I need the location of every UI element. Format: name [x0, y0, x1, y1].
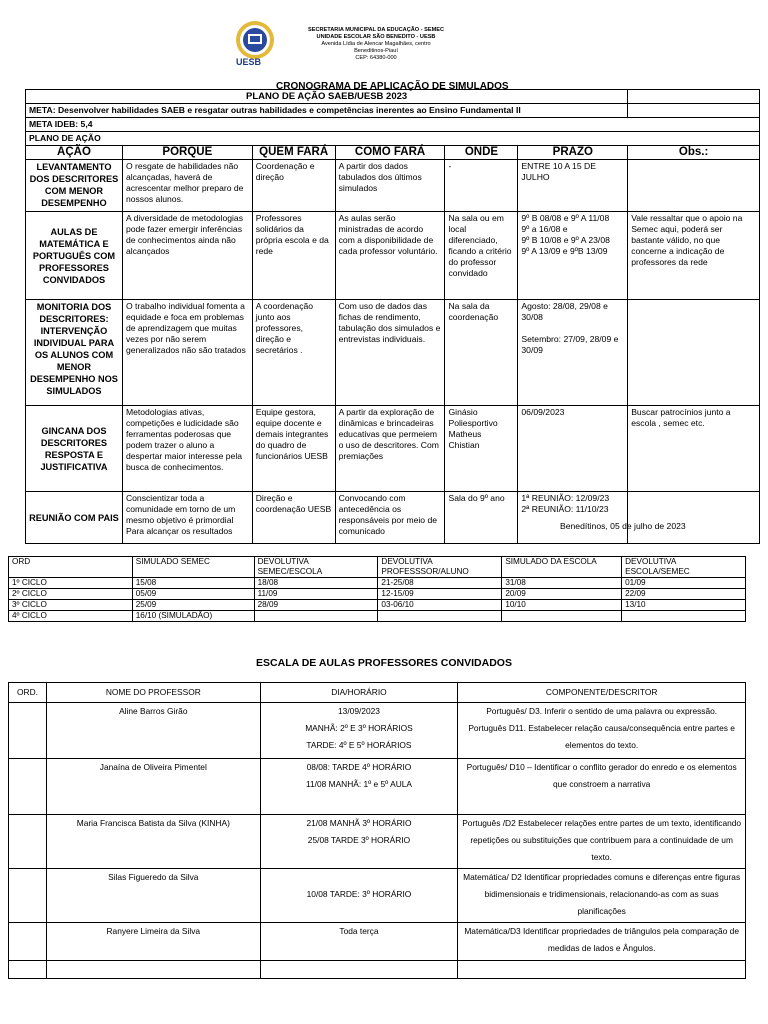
- porque-cell: A diversidade de metodologias pode fazer emergir inferências de conhecimentos ainda não alcançados: [122, 212, 252, 300]
- prazo-cell: ENTRE 10 A 15 DE JULHO: [518, 160, 628, 212]
- prazo-cell: 1ª REUNIÃO: 12/09/23 2ª REUNIÃO: 11/10/23: [518, 492, 628, 544]
- sim-cell: 21-25/08: [378, 578, 502, 589]
- action-plan-table: [25, 89, 760, 544]
- esc-ord-cell: [9, 815, 47, 869]
- table-row: [9, 923, 746, 961]
- como-cell: Convocando com antecedência os responsáveis por meio de comunicado: [335, 492, 445, 544]
- porque-cell: Conscientizar toda a comunidade em torno de um mesmo objetivo é primordial Para alcançar os resultados: [122, 492, 252, 544]
- esc-header-cell: ORD.: [9, 683, 47, 703]
- table-row: [9, 869, 746, 923]
- plano-label: PLANO DE AÇÃO: [26, 132, 760, 146]
- sim-cell: 12-15/09: [378, 589, 502, 600]
- onde-cell: Na sala ou em local diferenciado, ficando a critério do professor convidado: [445, 212, 518, 300]
- col-quem: QUEM FARÁ: [252, 146, 335, 160]
- table-row: [26, 160, 760, 212]
- sim-cell: 31/08: [502, 578, 622, 589]
- table-row: [9, 815, 746, 869]
- sim-cell: [502, 611, 622, 622]
- table-row: [26, 406, 760, 492]
- esc-name-cell: Maria Francisca Batista da Silva (KINHA): [46, 815, 260, 869]
- sim-cell: 10/10: [502, 600, 622, 611]
- header-line: UNIDADE ESCOLAR SÃO BENEDITO - UESB: [316, 34, 436, 40]
- sim-header-cell: SIMULADO DA ESCOLA: [502, 557, 622, 578]
- sim-header-cell: SIMULADO SEMEC: [132, 557, 254, 578]
- sim-cell: [378, 611, 502, 622]
- sim-cell: 22/09: [622, 589, 746, 600]
- onde-cell: -: [445, 160, 518, 212]
- col-onde: ONDE: [445, 146, 518, 160]
- table-row: [26, 300, 760, 406]
- sim-cell: 16/10 (SIMULADÃO): [132, 611, 254, 622]
- sim-cell: 3º CICLO: [9, 600, 133, 611]
- sim-cell: 20/09: [502, 589, 622, 600]
- esc-comp-cell: Matemática/D3 Identificar propriedades de triângulos pela comparação de medidas de lados e Ângulos.: [458, 923, 746, 961]
- sim-cell: 28/09: [254, 600, 378, 611]
- obs-cell: [628, 300, 760, 406]
- esc-name-cell: Aline Barros Girão: [46, 703, 260, 759]
- blank-cell: [628, 90, 760, 104]
- obs-cell: [628, 160, 760, 212]
- logo-text: UESB: [236, 57, 262, 67]
- sim-cell: 01/09: [622, 578, 746, 589]
- header-line: Avenida Lídia de Alencar Magalhães, centro: [321, 41, 431, 47]
- prazo-cell: Agosto: 28/08, 29/08 e 30/08 Setembro: 27/09, 28/09 e 30/09: [518, 300, 628, 406]
- acao-cell: GINCANA DOS DESCRITORES RESPOSTA E JUSTIFICATIVA: [26, 406, 123, 492]
- esc-dia-cell: Toda terça: [260, 923, 458, 961]
- esc-dia-cell: 21/08 MANHÃ 3º HORÁRIO 25/08 TARDE 3º HORÁRIO: [260, 815, 458, 869]
- school-header: [286, 27, 466, 62]
- esc-header-row: [9, 683, 746, 703]
- onde-cell: Sala do 9º ano: [445, 492, 518, 544]
- como-cell: A partir da exploração de dinâmicas e brincadeiras educativas que permeiem o uso de descritores. Com premiações: [335, 406, 445, 492]
- col-como: COMO FARÁ: [335, 146, 445, 160]
- acao-cell: AULAS DE MATEMÁTICA E PORTUGUÊS COM PROFESSORES CONVIDADOS: [26, 212, 123, 300]
- table-row: [9, 600, 746, 611]
- obs-cell: [628, 492, 760, 544]
- sim-cell: 11/09: [254, 589, 378, 600]
- quem-cell: Equipe gestora, equipe docente e demais integrantes do quadro de funcionários UESB: [252, 406, 335, 492]
- obs-cell: Vale ressaltar que o apoio na Semec aqui, poderá ser bastante válido, no que concerne a indicação de professores da rede: [628, 212, 760, 300]
- simulados-table: [8, 556, 746, 622]
- esc-name-cell: Janaína de Oliveira Pimentel: [46, 759, 260, 815]
- como-cell: As aulas serão ministradas de acordo com a disponibilidade de cada professor voluntário.: [335, 212, 445, 300]
- table-row: [9, 589, 746, 600]
- quem-cell: A coordenação junto aos professores, direção e secretários .: [252, 300, 335, 406]
- prazo-cell: 9º B 08/08 e 9º A 11/08 9º a 16/08 e 9º B 10/08 e 9º A 23/08 9º A 13/09 e 9ºB 13/09: [518, 212, 628, 300]
- esc-comp-cell: Matemática/ D2 Identificar propriedades comuns e diferenças entre figuras bidimensionais e tridimensionais, relacionando-as com as suas planificações: [458, 869, 746, 923]
- esc-header-cell: COMPONENTE/DESCRITOR: [458, 683, 746, 703]
- table-row: [26, 212, 760, 300]
- porque-cell: Metodologias ativas, competições e ludicidade são ferramentas poderosas que podem trazer o aluno a despertar maior interesse pela busca de conhecimentos.: [122, 406, 252, 492]
- obs-cell: Buscar patrocínios junto a escola , semec etc.: [628, 406, 760, 492]
- date-line: Benedítinos, 05 de julho de 2023: [560, 521, 686, 531]
- meta-ideb: META IDEB: 5,4: [26, 118, 760, 132]
- sim-cell: 13/10: [622, 600, 746, 611]
- esc-name-cell: Silas Figueredo da Silva: [46, 869, 260, 923]
- sim-cell: 25/09: [132, 600, 254, 611]
- table-row: [26, 492, 760, 544]
- sim-cell: 18/08: [254, 578, 378, 589]
- sim-header-cell: DEVOLUTIVA PROFESSSOR/ALUNO: [378, 557, 502, 578]
- onde-cell: Na sala da coordenação: [445, 300, 518, 406]
- esc-ord-cell: [9, 703, 47, 759]
- esc-ord-cell: [9, 759, 47, 815]
- porque-cell: O trabalho individual fomenta a equidade e foca em problemas de aprendizagem que muitas vezes por não serem generalizados não são tratados: [122, 300, 252, 406]
- table-row: [9, 578, 746, 589]
- esc-dia-cell: [260, 961, 458, 979]
- sim-cell: 2º CICLO: [9, 589, 133, 600]
- prazo-cell: 06/09/2023: [518, 406, 628, 492]
- table-row: [9, 611, 746, 622]
- esc-name-cell: [46, 961, 260, 979]
- acao-cell: LEVANTAMENTO DOS DESCRITORES COM MENOR DESEMPENHO: [26, 160, 123, 212]
- esc-comp-cell: [458, 961, 746, 979]
- esc-comp-cell: Português/ D10 – Identificar o conflito gerador do enredo e os elementos que constroem a narrativa: [458, 759, 746, 815]
- sim-header-row: [9, 557, 746, 578]
- quem-cell: Direção e coordenação UESB: [252, 492, 335, 544]
- sim-cell: 4º CICLO: [9, 611, 133, 622]
- sim-cell: [254, 611, 378, 622]
- quem-cell: Professores solidários da própria escola e da rede: [252, 212, 335, 300]
- col-porque: PORQUE: [122, 146, 252, 160]
- esc-comp-cell: Português/ D3. Inferir o sentido de uma palavra ou expressão. Português D11. Estabelecer relação causa/consequência entre partes e elementos do texto.: [458, 703, 746, 759]
- esc-ord-cell: [9, 869, 47, 923]
- sim-cell: 03-06/10: [378, 600, 502, 611]
- acao-cell: REUNIÃO COM PAIS: [26, 492, 123, 544]
- esc-dia-cell: 10/08 TARDE: 3º HORÁRIO: [260, 869, 458, 923]
- col-prazo: PRAZO: [518, 146, 628, 160]
- esc-name-cell: Ranyere Limeira da Silva: [46, 923, 260, 961]
- esc-dia-cell: 08/08: TARDE 4º HORÁRIO 11/08 MANHÃ: 1º e 5º AULA: [260, 759, 458, 815]
- plan-title: PLANO DE AÇÃO SAEB/UESB 2023: [26, 90, 628, 104]
- esc-ord-cell: [9, 961, 47, 979]
- esc-dia-cell: 13/09/2023 MANHÃ: 2º E 3º HORÁRIOS TARDE: 4º E 5º HORÁRIOS: [260, 703, 458, 759]
- sim-cell: 1º CICLO: [9, 578, 133, 589]
- quem-cell: Coordenação e direção: [252, 160, 335, 212]
- header-line: Beneditinos-Piauí: [354, 48, 398, 54]
- escala-title: ESCALA DE AULAS PROFESSORES CONVIDADOS: [256, 657, 512, 669]
- esc-comp-cell: Português /D2 Estabelecer relações entre partes de um texto, identificando repetições ou substituições que contribuem para a continuidade de um texto.: [458, 815, 746, 869]
- sim-header-cell: DEVOLUTIVA SEMEC/ESCOLA: [254, 557, 378, 578]
- table-row: [9, 961, 746, 979]
- sim-header-cell: ORD: [9, 557, 133, 578]
- esc-ord-cell: [9, 923, 47, 961]
- table-row: [9, 703, 746, 759]
- col-obs: Obs.:: [628, 146, 760, 160]
- plan-meta: META: Desenvolver habilidades SAEB e resgatar outras habilidades e competências inerentes ao Ensino Fundamental II: [26, 104, 628, 118]
- sim-header-cell: DEVOLUTIVA ESCOLA/SEMEC: [622, 557, 746, 578]
- escala-table: [8, 682, 746, 979]
- como-cell: Com uso de dados das fichas de rendimento, tabulação dos simulados e entrevistas individuais.: [335, 300, 445, 406]
- esc-header-cell: DIA/HORÁRIO: [260, 683, 458, 703]
- header-line: SECRETARIA MUNICIPAL DA EDUCAÇÃO - SEMEC: [307, 27, 444, 33]
- sim-cell: 15/08: [132, 578, 254, 589]
- acao-cell: MONITORIA DOS DESCRITORES: INTERVENÇÃO INDIVIDUAL PARA OS ALUNOS COM MENOR DESEMPENHO NOS SIMULADOS: [26, 300, 123, 406]
- plan-header-row: [26, 146, 760, 160]
- table-row: [9, 759, 746, 815]
- onde-cell: Ginásio Poliesportivo Matheus Chistian: [445, 406, 518, 492]
- header-line: CEP: 64380-000: [355, 55, 397, 61]
- blank-cell: [628, 104, 760, 118]
- col-acao: AÇÃO: [26, 146, 123, 160]
- esc-header-cell: NOME DO PROFESSOR: [46, 683, 260, 703]
- como-cell: A partir dos dados tabulados dos últimos simulados: [335, 160, 445, 212]
- schedule-title: CRONOGRAMA DE APLICAÇÃO DE SIMULADOS: [276, 81, 509, 92]
- porque-cell: O resgate de habilidades não alcançadas, haverá de acrescentar melhor preparo de nossos alunos.: [122, 160, 252, 212]
- sim-cell: 05/09: [132, 589, 254, 600]
- sim-cell: [622, 611, 746, 622]
